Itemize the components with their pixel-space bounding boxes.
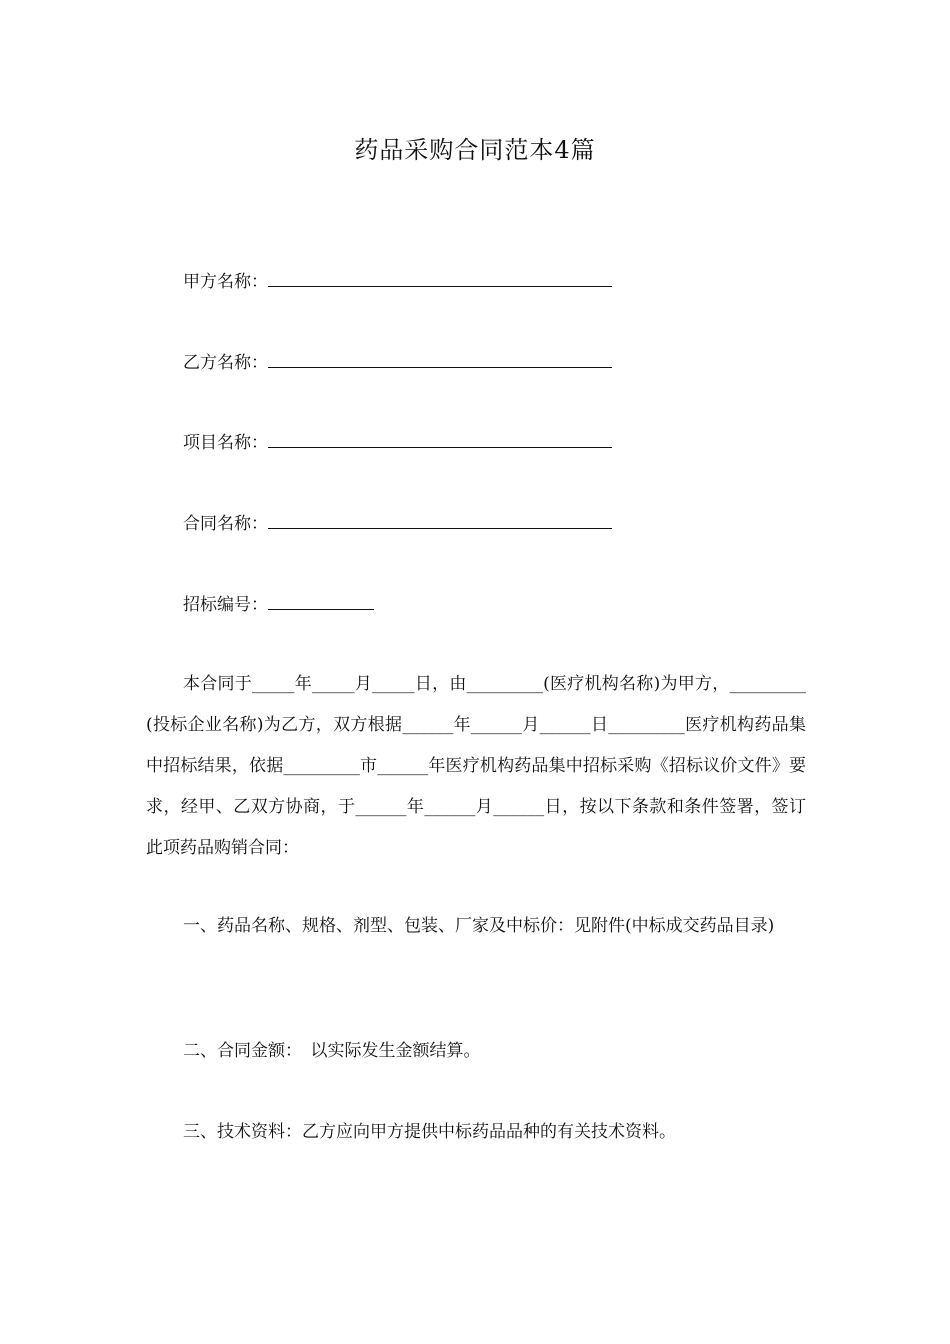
field-label: 乙方名称：	[183, 353, 268, 373]
field-label: 招标编号：	[183, 595, 268, 615]
field-party-b	[183, 349, 612, 375]
field-tender-number	[183, 591, 374, 617]
field-label: 项目名称：	[183, 433, 268, 453]
blank-line[interactable]	[268, 349, 612, 368]
clause-3-paragraph: 三、技术资料：乙方应向甲方提供中标药品品种的有关技术资料。	[183, 1122, 676, 1142]
field-label: 合同名称：	[183, 514, 268, 534]
field-label: 甲方名称：	[183, 272, 268, 292]
blank-line[interactable]	[268, 268, 612, 287]
blank-line[interactable]	[268, 591, 374, 610]
clause-2-paragraph: 二、合同金额： 以实际发生金额结算。	[183, 1041, 481, 1061]
blank-line[interactable]	[268, 429, 612, 448]
blank-line[interactable]	[268, 510, 612, 529]
field-party-a	[183, 268, 612, 294]
contract-intro-paragraph: 本合同于_____年_____月_____日，由_________(医疗机构名称)为甲方，_________(投标企业名称)为乙方，双方根据______年______月______日_________医疗机构药品集中招标结果，依据_________市______年医疗机构药品集中招标采购《招标议价文件》要求，经甲、乙双方协商，于______年______月______日，按以下条款和条件签署，签订此项药品购销合同：	[146, 674, 806, 858]
clause-1-paragraph: 一、药品名称、规格、剂型、包装、厂家及中标价：见附件(中标成交药品目录)	[183, 916, 775, 936]
field-project-name	[183, 429, 612, 455]
page-title: 药品采购合同范本4篇	[354, 136, 596, 164]
field-contract-name	[183, 510, 612, 536]
